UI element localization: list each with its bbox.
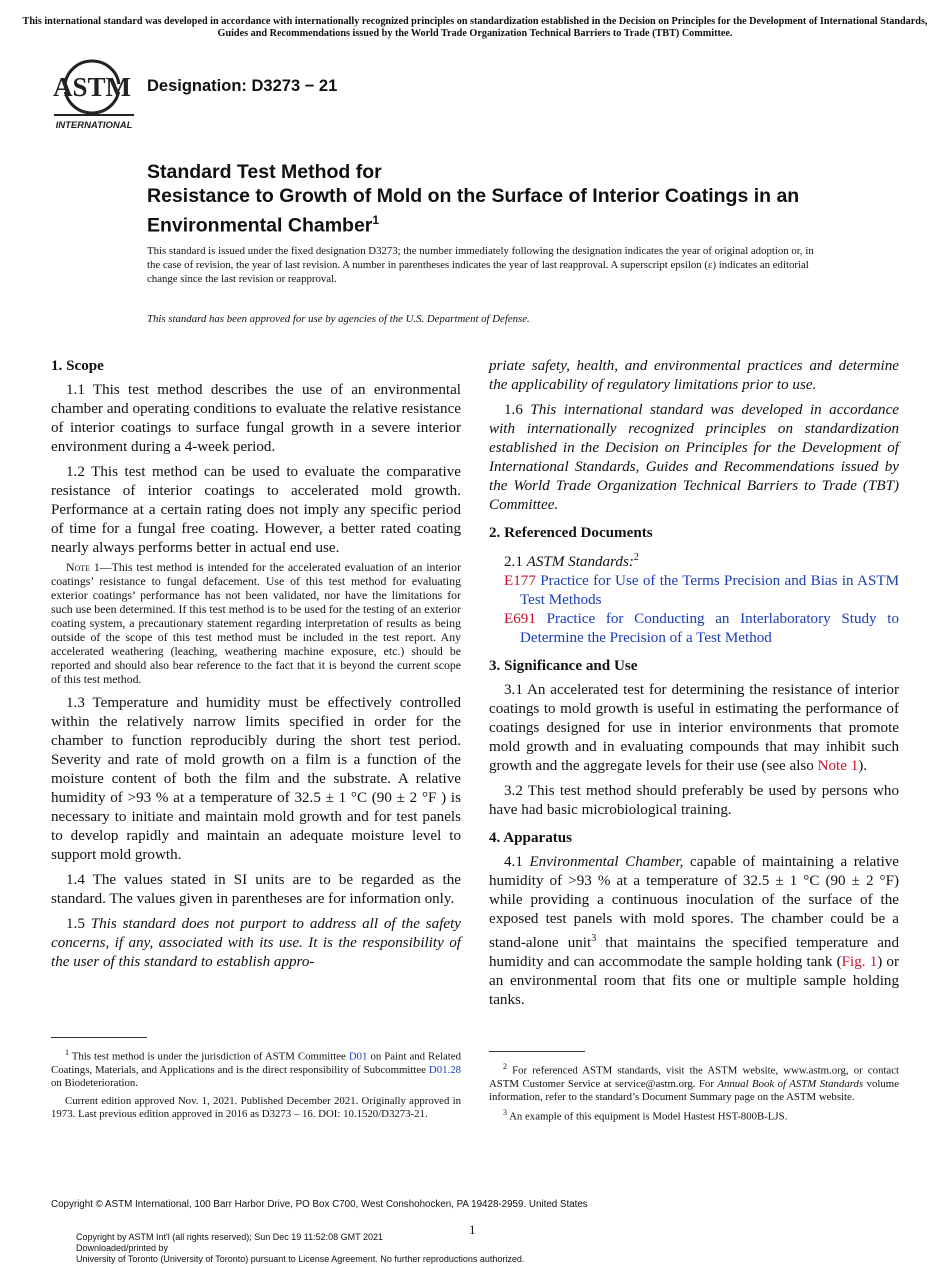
footnote-3-text: An example of this equipment is Model Hastest HST-800B-LJS. (507, 1110, 788, 1123)
title-line2: Resistance to Growth of Mold on the Surface of Interior Coatings in an Environmental Chamber (147, 185, 800, 237)
top-notice: This international standard was developed in accordance with internationally recognized principles on standardization established in the Decision on Principles for the Development of International Standards, Guides and Recommendations issued by the World Trade Organization Technical Barriers to Trade (TBT) Committee. (22, 16, 928, 39)
fig-1-link[interactable]: Fig. 1 (841, 954, 878, 971)
title-line1: Standard Test Method for (147, 161, 382, 183)
section-3-heading: 3. Significance and Use (489, 658, 638, 675)
license-line-2: Downloaded/printed by (76, 1243, 169, 1253)
para-1-5 (51, 915, 461, 972)
footnote-2-b: volume information, refer to the standard’s Document Summary page on the ASTM website. (489, 1078, 899, 1104)
logo-subtext: INTERNATIONAL (55, 120, 133, 131)
edition-note: Current edition approved Nov. 1, 2021. Published December 2021. Originally approved in 1973. Last previous edition approved in 2016 as D3273 – 16. DOI: 10.1520/D3273-21. (51, 1094, 461, 1121)
footnote-1-b: on Paint and Related Coatings, Materials, and Applications and is the direct responsibility of Subcommittee (51, 1050, 462, 1076)
para-3-1-b: ). (858, 758, 868, 775)
para-1-2: 1.2 This test method can be used to evaluate the comparative resistance of interior coatings to accelerated mold growth. Performance at a certain rating does not imply any specific period of time for a fungal free coating. However, a better rated coating nearly always performs better in actual end use. (51, 464, 461, 556)
footnote-2-italic: Annual Book of ASTM Standards (717, 1078, 864, 1090)
footnote-2-a: For referenced ASTM standards, visit the ASTM website, www.astm.org, or contact ASTM Customer Service at service@astm.org. For (489, 1064, 899, 1090)
footnote-1 (51, 1046, 461, 1091)
footnote-rule-left (51, 1037, 147, 1038)
footnote-2-mark: 2 (503, 1062, 507, 1071)
reference-e177-code[interactable]: E177 (504, 573, 536, 590)
para-4-1 (489, 853, 899, 1010)
designation: Designation: D3273 − 21 (147, 77, 338, 95)
reference-e177-title[interactable]: Practice for Use of the Terms Precision and Bias in ASTM Test Methods (520, 573, 899, 609)
para-2-1-label: ASTM Standards: (526, 554, 634, 571)
right-column (489, 357, 899, 1016)
title-block (147, 160, 847, 238)
para-3-1 (489, 681, 899, 776)
footnotes-left (51, 1046, 461, 1126)
title-main (147, 184, 847, 238)
para-1-5-text: This standard does not purport to address all of the safety concerns, if any, associated with its use. It is the responsibility of the user of this standard to establish appro- (51, 916, 461, 970)
para-4-1-label: Environmental Chamber, (529, 854, 684, 871)
note-1-link[interactable]: Note 1 (817, 758, 859, 775)
section-1-heading: 1. Scope (51, 358, 104, 374)
license-line-3: University of Toronto (University of Toronto) pursuant to License Agreement. No further reproductions authorized. (76, 1254, 525, 1264)
para-1-5-num: 1.5 (66, 916, 85, 932)
note-1-text: —This test method is intended for the accelerated evaluation of an interior coatings’ resistance to fungal defacement. Use of this test method for evaluating exterior coatings’ performance has not been validated, nor have the limitations for such use been determined. If this test method is to be used for the testing of an exterior coating system, a precautionary statement regarding interpretation of results as being outside of the scope of this test method must be included in the test report. Any accelerated weathering (leaching, weathering machine exposure, etc.) should be reported and should also bear reference to the fact that it is beyond the current scope of this test method. (51, 560, 461, 686)
footnotes-right (489, 1060, 899, 1128)
reference-e691-code[interactable]: E691 (504, 611, 536, 628)
issue-note: This standard is issued under the fixed designation D3273; the number immediately following the designation indicates the year of original adoption or, in the case of revision, the year of last revision. A number in parentheses indicates the year of last reapproval. A superscript epsilon (ε) indicates an editorial change since the last revision or reapproval. (147, 245, 814, 285)
reference-e691-title[interactable]: Practice for Conducting an Interlaboratory Study to Determine the Precision of a Test Method (520, 611, 900, 647)
reference-e177[interactable] (489, 572, 899, 610)
reference-e691[interactable] (489, 610, 899, 648)
note-1 (51, 560, 461, 686)
license-line-1: Copyright by ASTM Int'l (all rights reserved); Sun Dec 19 11:52:08 GMT 2021 (76, 1232, 384, 1242)
note-1-label: Note 1 (66, 560, 100, 574)
left-column (51, 357, 461, 978)
para-1-6-text: This international standard was developed in accordance with internationally recognized principles on standardization established in the Decision on Principles for the Development of International Standards, Guides and Recommendations issued by the World Trade Organization Technical Barriers to Trade (TBT) Committee. (489, 402, 899, 513)
para-3-2: 3.2 This test method should preferably be used by persons who have had basic microbiological training. (489, 783, 899, 819)
footnote-3 (489, 1106, 899, 1124)
para-1-1: 1.1 This test method describes the use of an environmental chamber and operating conditions to evaluate the relative resistance of interior coatings to surface fungal growth in a severe interior environment during a 4-week period. (51, 382, 461, 455)
para-1-5-continued: priate safety, health, and environmental practices and determine the applicability of regulatory limitations prior to use. (489, 358, 899, 393)
logo-text: ASTM (52, 72, 132, 102)
para-3-1-a: 3.1 An accelerated test for determining the resistance of interior coatings to mold growth is useful in estimating the performance of coatings designed for use in interior environments that promote mold growth and in evaluating compounds that may inhibit such growth and the aggregate levels for their use (see also (489, 682, 899, 775)
title-footnote-mark: 1 (372, 213, 380, 227)
para-4-1-a: capable of maintaining a relative humidity of >93 % at a temperature of 32.5 ± 1 °C (90 ± 2 °F) while providing a continuous inoculation of the surface of the exposed test panels with mold spores. The chamber could be a stand-alone unit (489, 854, 900, 952)
license-notice (76, 1232, 524, 1265)
footnote-1-a: This test method is under the jurisdiction of ASTM Committee (69, 1050, 349, 1063)
copyright-line: Copyright © ASTM International, 100 Barr Harbor Drive, PO Box C700, West Conshohocken, PA 19428-2959. United States (51, 1199, 588, 1210)
para-2-1 (489, 548, 899, 572)
footnote-2 (489, 1060, 899, 1105)
committee-d01-link[interactable]: D01 (348, 1050, 368, 1063)
footnote-rule-right (489, 1051, 585, 1052)
para-2-1-mark: 2 (633, 552, 639, 563)
para-1-6-num: 1.6 (504, 402, 523, 418)
astm-logo (52, 58, 136, 132)
section-4-heading: 4. Apparatus (489, 830, 573, 847)
para-4-1-mark: 3 (591, 933, 597, 945)
dod-approval-note: This standard has been approved for use by agencies of the U.S. Department of Defense. (147, 313, 530, 325)
para-1-6 (489, 401, 899, 515)
footnote-3-mark: 3 (503, 1107, 507, 1117)
para-4-1-num: 4.1 (504, 854, 523, 871)
subcommittee-d01-28-link[interactable]: D01.28 (428, 1064, 461, 1076)
para-1-3: 1.3 Temperature and humidity must be effectively controlled within the relatively narrow limits specified in order for the chamber to function reproducibly during the short test period. Severity and rate of mold growth on a film is a function of the moisture content of both the film and the substrate. A relative humidity of >93 % at a temperature of 32.5 ± 1 °C (90 ± 2 °F ) is necessary to initiate and maintain mold growth and for test panels to develop rapidly and maintain an adequate moisture level to support mold growth. (51, 695, 461, 863)
para-1-4: 1.4 The values stated in SI units are to be regarded as the standard. The values given in parentheses are for information only. (51, 872, 461, 907)
section-2-heading: 2. Referenced Documents (489, 525, 653, 541)
para-4-1-b: that maintains the specified temperature and humidity and can accommodate the sample holding tank ( (489, 935, 900, 971)
footnote-1-c: on Biodeterioration. (51, 1077, 138, 1090)
footnote-1-mark: 1 (65, 1048, 69, 1057)
para-4-1-c: ) or an environmental room that fits one or multiple sample holding tanks. (489, 954, 900, 1009)
para-2-1-num: 2.1 (504, 554, 523, 571)
page-number: 1 (469, 1222, 476, 1237)
astm-logo-icon (52, 58, 136, 132)
